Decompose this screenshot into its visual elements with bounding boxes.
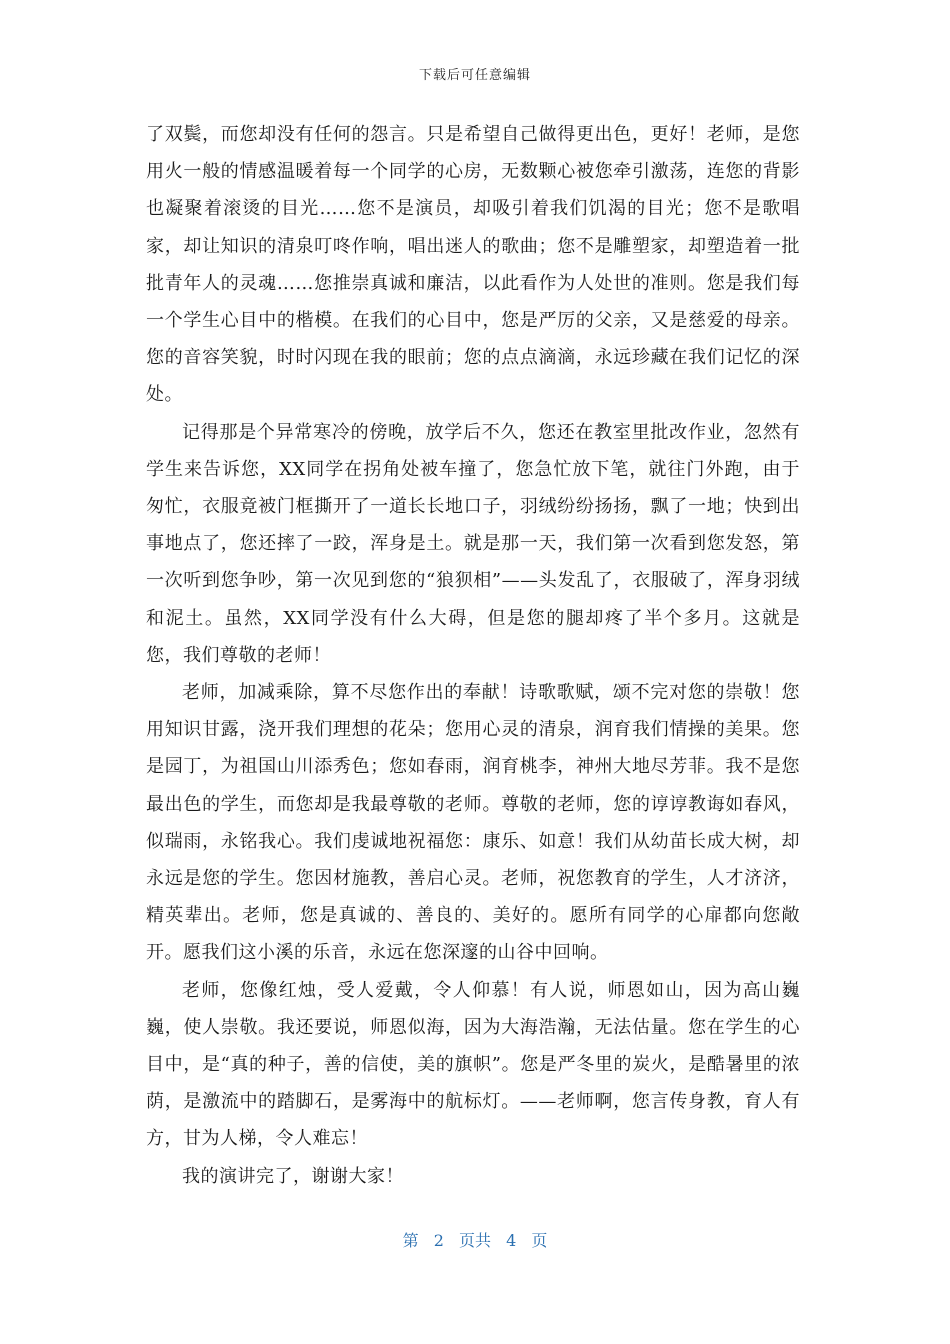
footer-prefix: 第 <box>402 1231 419 1250</box>
footer-suffix: 页 <box>531 1231 548 1250</box>
paragraph-1: 了双鬓，而您却没有任何的怨言。只是希望自己做得更出色，更好！老师，是您用火一般的情感温暖着每一个同学的心房，无数颗心被您牵引激荡，连您的背影也凝聚着滚烫的目光……您不是演员，却吸引着我们饥渴的目光；您不是歌唱家，却让知识的清泉叮咚作响，唱出迷人的歌曲；您不是雕塑家，却塑造着一批批青年人的灵魂……您推崇真诚和廉洁，以此看作为人处世的准则。您是我们每一个学生心目中的楷模。在我们的心目中，您是严厉的父亲，又是慈爱的母亲。您的音容笑貌，时时闪现在我的眼前；您的点点滴滴，永远珍藏在我们记忆的深处。 <box>146 124 800 406</box>
document-body <box>146 116 800 1195</box>
page-header <box>0 64 950 83</box>
footer-middle: 页共 <box>458 1231 491 1250</box>
paragraph-3: 老师，加减乘除，算不尽您作出的奉献！诗歌歌赋，颂不完对您的崇敬！您用知识甘露，浇开我们理想的花朵；您用心灵的清泉，润育我们情操的美果。您是园丁，为祖国山川添秀色；您如春雨，润育桃李，神州大地尽芳菲。我不是您最出色的学生，而您却是我最尊敬的老师。尊敬的老师，您的谆谆教诲如春风，似瑞雨，永铭我心。我们虔诚地祝福您：康乐、如意！我们从幼苗长成大树，却永远是您的学生。您因材施教，善启心灵。老师，祝您教育的学生，人才济济，精英辈出。老师，您是真诚的、善良的、美好的。愿所有同学的心扉都向您敞开。愿我们这小溪的乐音，永远在您深邃的山谷中回响。 <box>146 682 800 964</box>
page-footer <box>0 1228 950 1251</box>
paragraph-5: 我的演讲完了，谢谢大家！ <box>182 1165 404 1187</box>
footer-current-page: 2 <box>433 1231 444 1250</box>
paragraph-4: 老师，您像红烛，受人爱戴，令人仰慕！有人说，师恩如山，因为高山巍巍，使人崇敬。我还要说，师恩似海，因为大海浩瀚，无法估量。您在学生的心目中，是“真的种子，善的信使，美的旗帜”。您是严冬里的炭火，是酷暑里的浓荫，是激流中的踏脚石，是雾海中的航标灯。——老师啊，您言传身教，育人有方，甘为人梯，令人难忘！ <box>146 979 800 1150</box>
footer-total-pages: 4 <box>506 1231 517 1250</box>
header-text: 下载后可任意编辑 <box>418 68 531 83</box>
paragraph-2: 记得那是个异常寒冷的傍晚，放学后不久，您还在教室里批改作业，忽然有学生来告诉您，XX同学在拐角处被车撞了，您急忙放下笔，就往门外跑，由于匆忙，衣服竟被门框撕开了一道长长地口子，羽绒纷纷扬扬，飘了一地；快到出事地点了，您还摔了一跤，浑身是土。就是那一天，我们第一次看到您发怒，第一次听到您争吵，第一次见到您的“狼狈相”——头发乱了，衣服破了，浑身羽绒和泥土。虽然，XX同学没有什么大碍，但是您的腿却疼了半个多月。这就是您，我们尊敬的老师！ <box>146 421 800 666</box>
